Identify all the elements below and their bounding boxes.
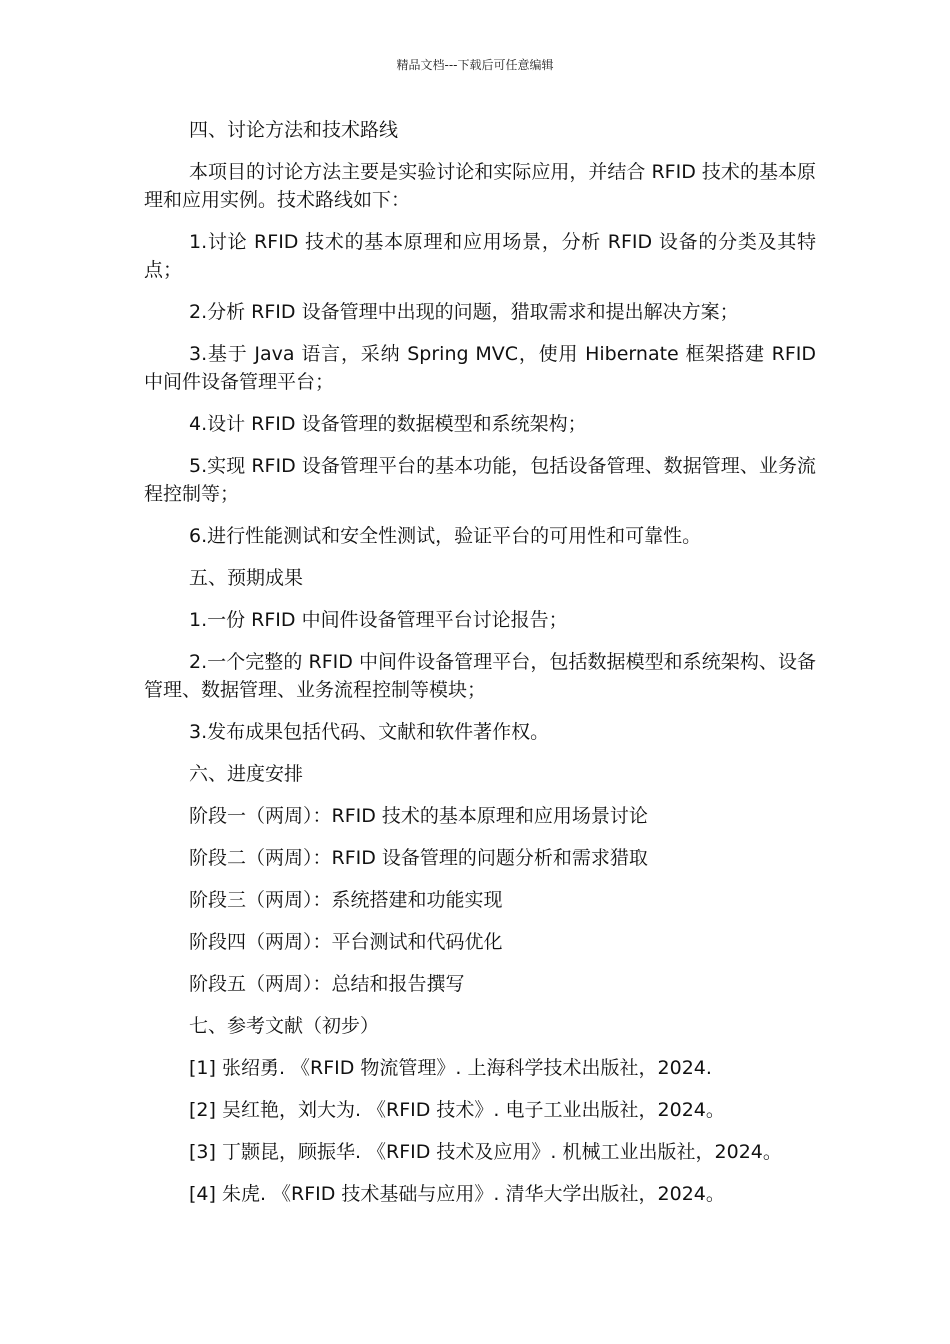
- section-heading-schedule: 六、进度安排: [189, 763, 304, 785]
- list-item-result-1: 1.一份 RFID 中间件设备管理平台讨论报告；: [189, 609, 568, 631]
- reference-3: [3] 丁颢昆，顾振华. 《RFID 技术及应用》. 机械工业出版社，2024。: [189, 1141, 782, 1163]
- document-body: [144, 116, 816, 1222]
- list-item-route-4: 4.设计 RFID 设备管理的数据模型和系统架构；: [189, 413, 587, 435]
- list-item-result-2: 2.一个完整的 RFID 中间件设备管理平台，包括数据模型和系统架构、设备管理、数据管理、业务流程控制等模块；: [144, 651, 816, 701]
- schedule-stage-5: 阶段五（两周）：总结和报告撰写: [189, 973, 465, 995]
- page-header: 精品文档---下载后可任意编辑: [396, 58, 554, 72]
- paragraph-methods-intro: 本项目的讨论方法主要是实验讨论和实际应用，并结合 RFID 技术的基本原理和应用实例。技术路线如下：: [144, 161, 816, 211]
- list-item-route-5: 5.实现 RFID 设备管理平台的基本功能，包括设备管理、数据管理、业务流程控制等；: [144, 455, 816, 505]
- section-heading-results: 五、预期成果: [189, 567, 304, 589]
- schedule-stage-2: 阶段二（两周）：RFID 设备管理的问题分析和需求猎取: [189, 847, 648, 869]
- reference-2: [2] 吴红艳，刘大为. 《RFID 技术》. 电子工业出版社，2024。: [189, 1099, 725, 1121]
- list-item-route-2: 2.分析 RFID 设备管理中出现的问题，猎取需求和提出解决方案；: [189, 301, 739, 323]
- section-heading-methods: 四、讨论方法和技术路线: [189, 119, 399, 141]
- list-item-route-3: 3.基于 Java 语言，采纳 Spring MVC，使用 Hibernate 框架搭建 RFID 中间件设备管理平台；: [144, 343, 816, 393]
- section-heading-references: 七、参考文献（初步）: [189, 1015, 380, 1037]
- list-item-route-1: 1.讨论 RFID 技术的基本原理和应用场景，分析 RFID 设备的分类及其特点；: [144, 231, 816, 281]
- reference-4: [4] 朱虎. 《RFID 技术基础与应用》. 清华大学出版社，2024。: [189, 1183, 725, 1205]
- reference-1: [1] 张绍勇. 《RFID 物流管理》. 上海科学技术出版社，2024.: [189, 1057, 712, 1079]
- schedule-stage-1: 阶段一（两周）：RFID 技术的基本原理和应用场景讨论: [189, 805, 648, 827]
- schedule-stage-3: 阶段三（两周）：系统搭建和功能实现: [189, 889, 503, 911]
- schedule-stage-4: 阶段四（两周）：平台测试和代码优化: [189, 931, 503, 953]
- list-item-route-6: 6.进行性能测试和安全性测试，验证平台的可用性和可靠性。: [189, 525, 702, 547]
- list-item-result-3: 3.发布成果包括代码、文献和软件著作权。: [189, 721, 550, 743]
